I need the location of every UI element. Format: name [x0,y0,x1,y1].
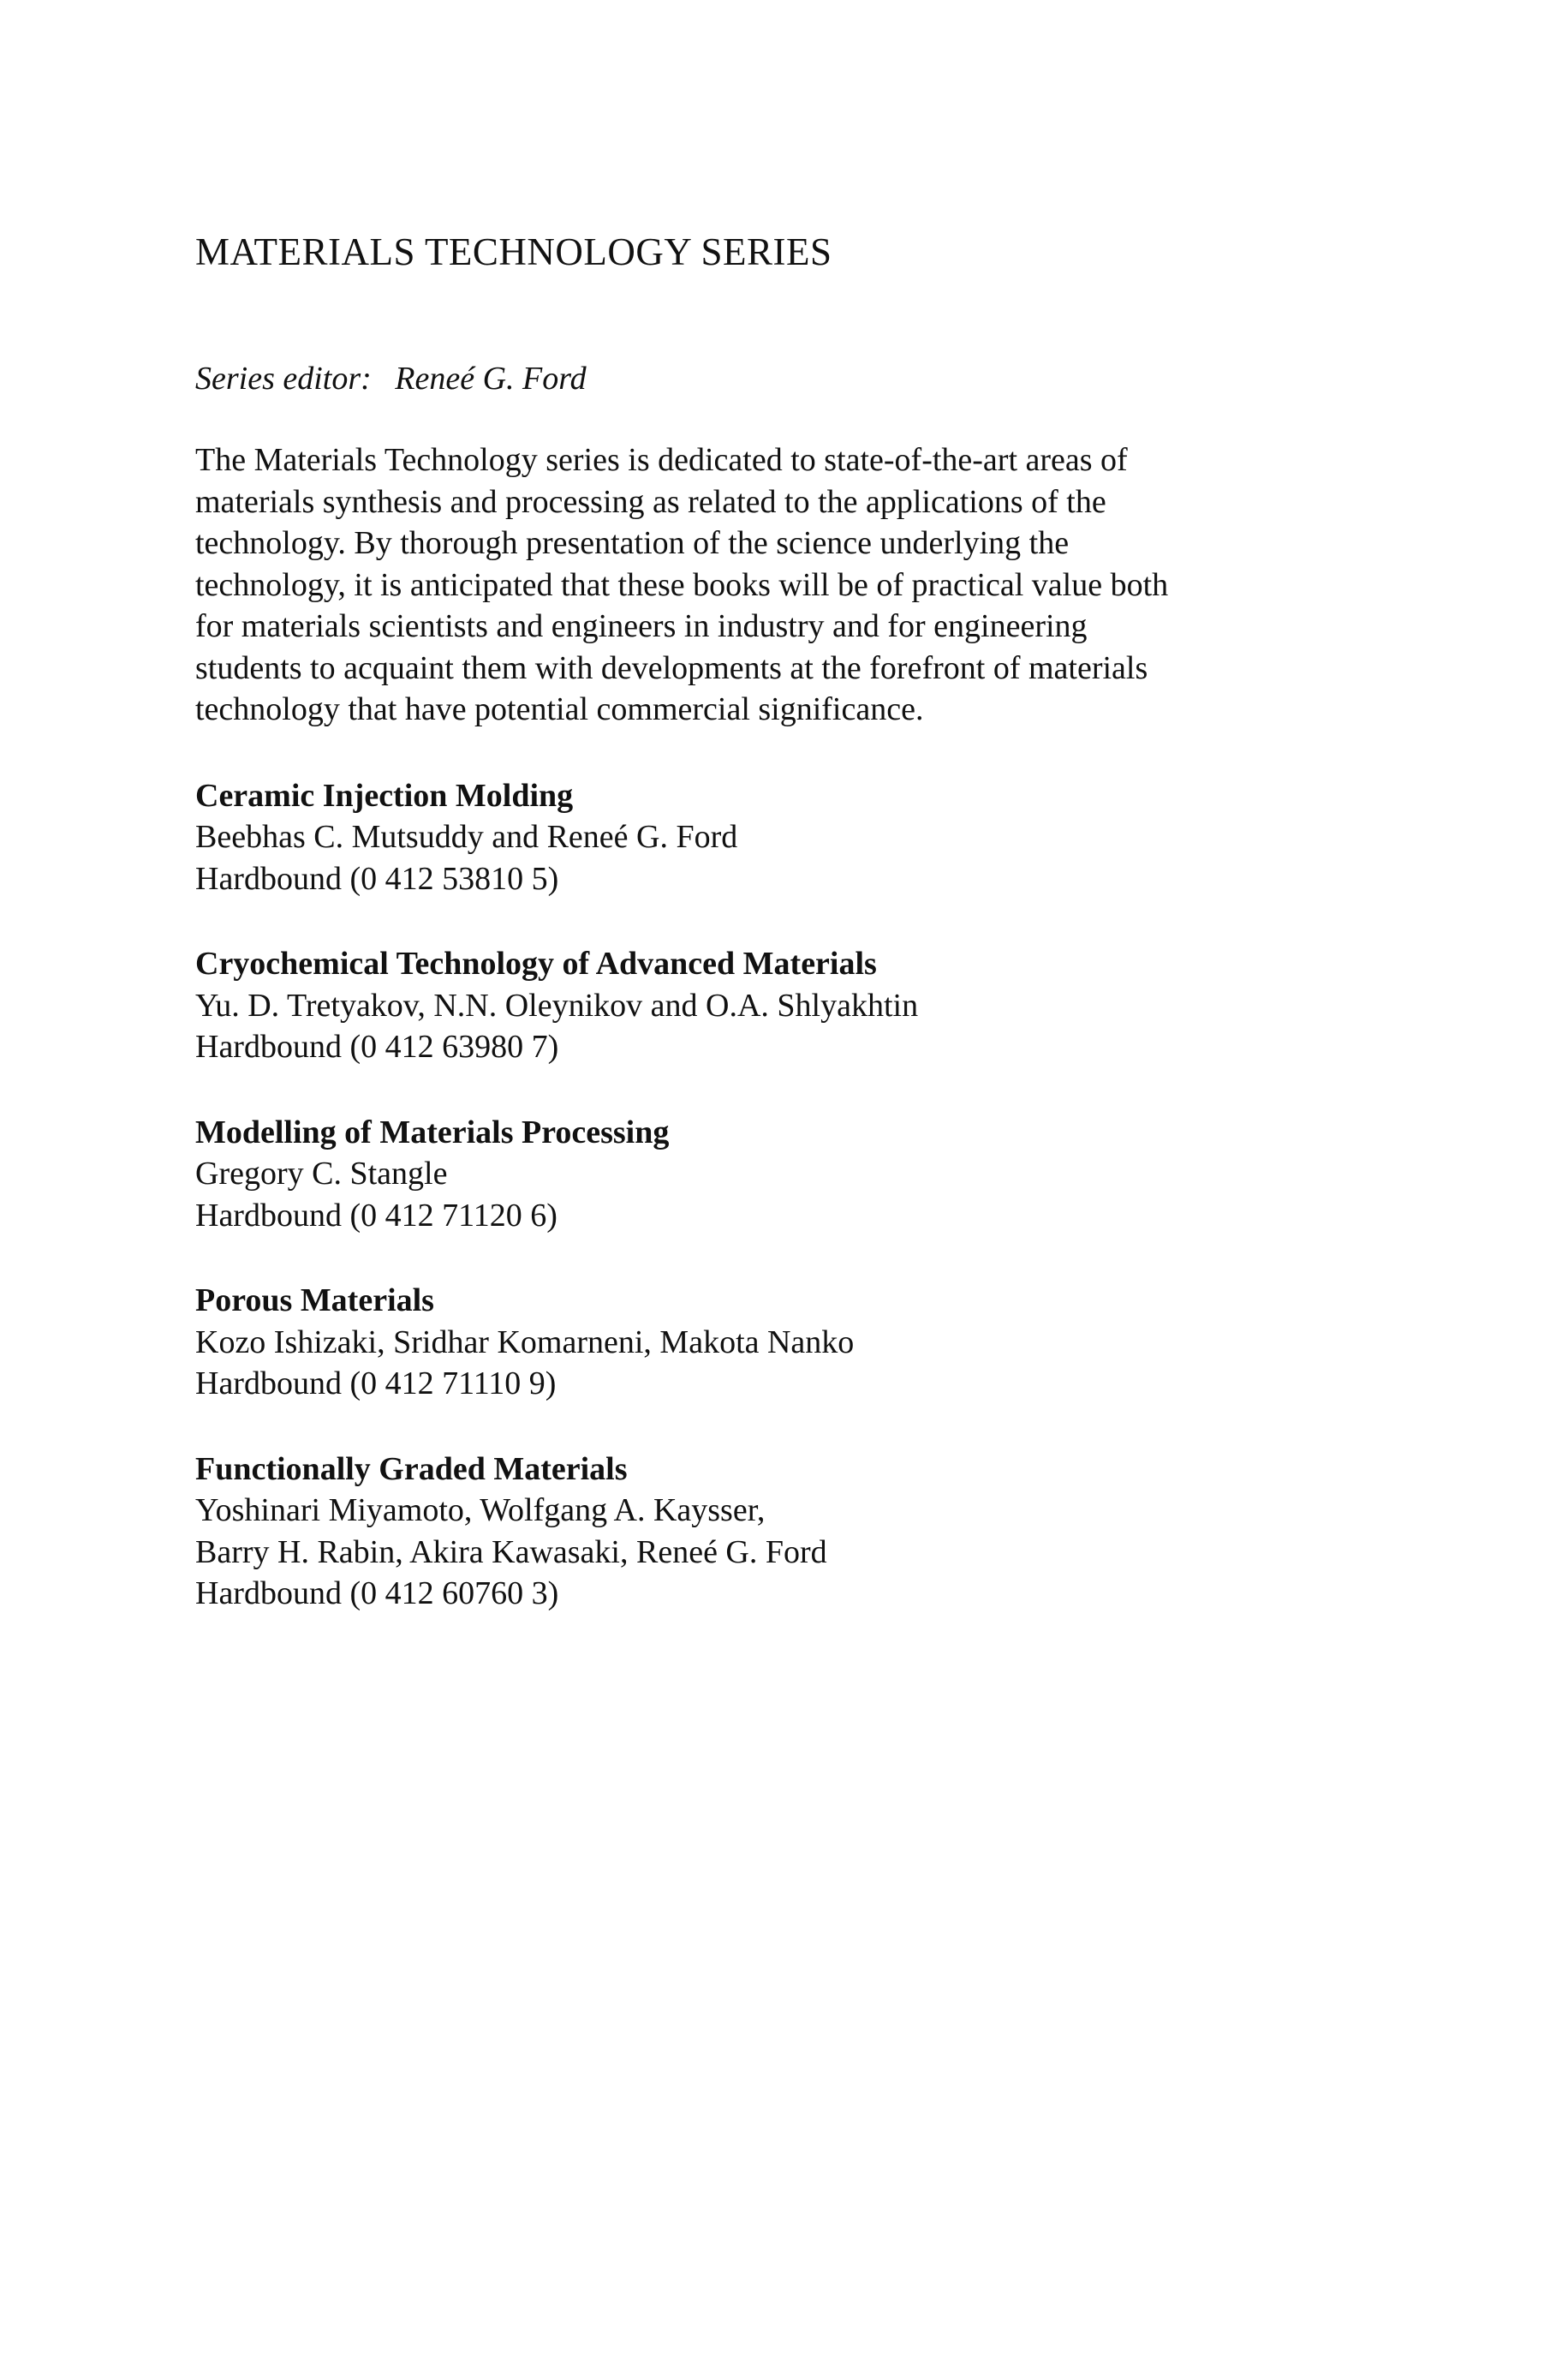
book-authors: Yu. D. Tretyakov, N.N. Oleynikov and O.A. Shlyakhtin [195,987,919,1024]
book-authors: Kozo Ishizaki, Sridhar Komarneni, Makota Nanko [195,1323,855,1360]
book-entry [195,775,1394,900]
book-entry [195,1112,1394,1237]
book-entry [195,1280,1394,1405]
description-line: materials synthesis and processing as related to the applications of the [195,483,1106,520]
description-line: The Materials Technology series is dedicated to state-of-the-art areas of [195,442,1128,479]
series-editor [195,360,1394,399]
series-editor-name: Reneé G. Ford [395,360,587,397]
book-edition: Hardbound (0 412 60760 3) [195,1575,559,1612]
book-authors: Barry H. Rabin, Akira Kawasaki, Reneé G. Ford [195,1533,827,1570]
book-title: Cryochemical Technology of Advanced Materials [195,946,877,983]
series-title: MATERIALS TECHNOLOGY SERIES [195,230,832,273]
book-entry [195,1449,1394,1615]
book-edition: Hardbound (0 412 53810 5) [195,860,559,897]
book-authors: Gregory C. Stangle [195,1156,448,1192]
description-line: technology, it is anticipated that these books will be of practical value both [195,566,1169,603]
series-description [195,439,1394,731]
book-edition: Hardbound (0 412 71120 6) [195,1197,557,1234]
book-title: Functionally Graded Materials [195,1450,628,1487]
book-title: Modelling of Materials Processing [195,1114,670,1150]
description-line: technology that have potential commercial significance. [195,691,924,728]
book-title: Porous Materials [195,1282,434,1319]
book-edition: Hardbound (0 412 71110 9) [195,1365,557,1402]
book-edition: Hardbound (0 412 63980 7) [195,1029,559,1066]
book-authors: Beebhas C. Mutsuddy and Reneé G. Ford [195,819,738,856]
series-editor-label: Series editor: [195,360,372,397]
description-line: for materials scientists and engineers in industry and for engineering [195,608,1088,645]
page [195,231,1394,1658]
book-entry [195,943,1394,1068]
book-authors: Yoshinari Miyamoto, Wolfgang A. Kaysser, [195,1492,766,1529]
description-line: technology. By thorough presentation of the science underlying the [195,525,1070,562]
description-line: students to acquaint them with developments at the forefront of materials [195,649,1148,686]
book-title: Ceramic Injection Molding [195,777,574,814]
